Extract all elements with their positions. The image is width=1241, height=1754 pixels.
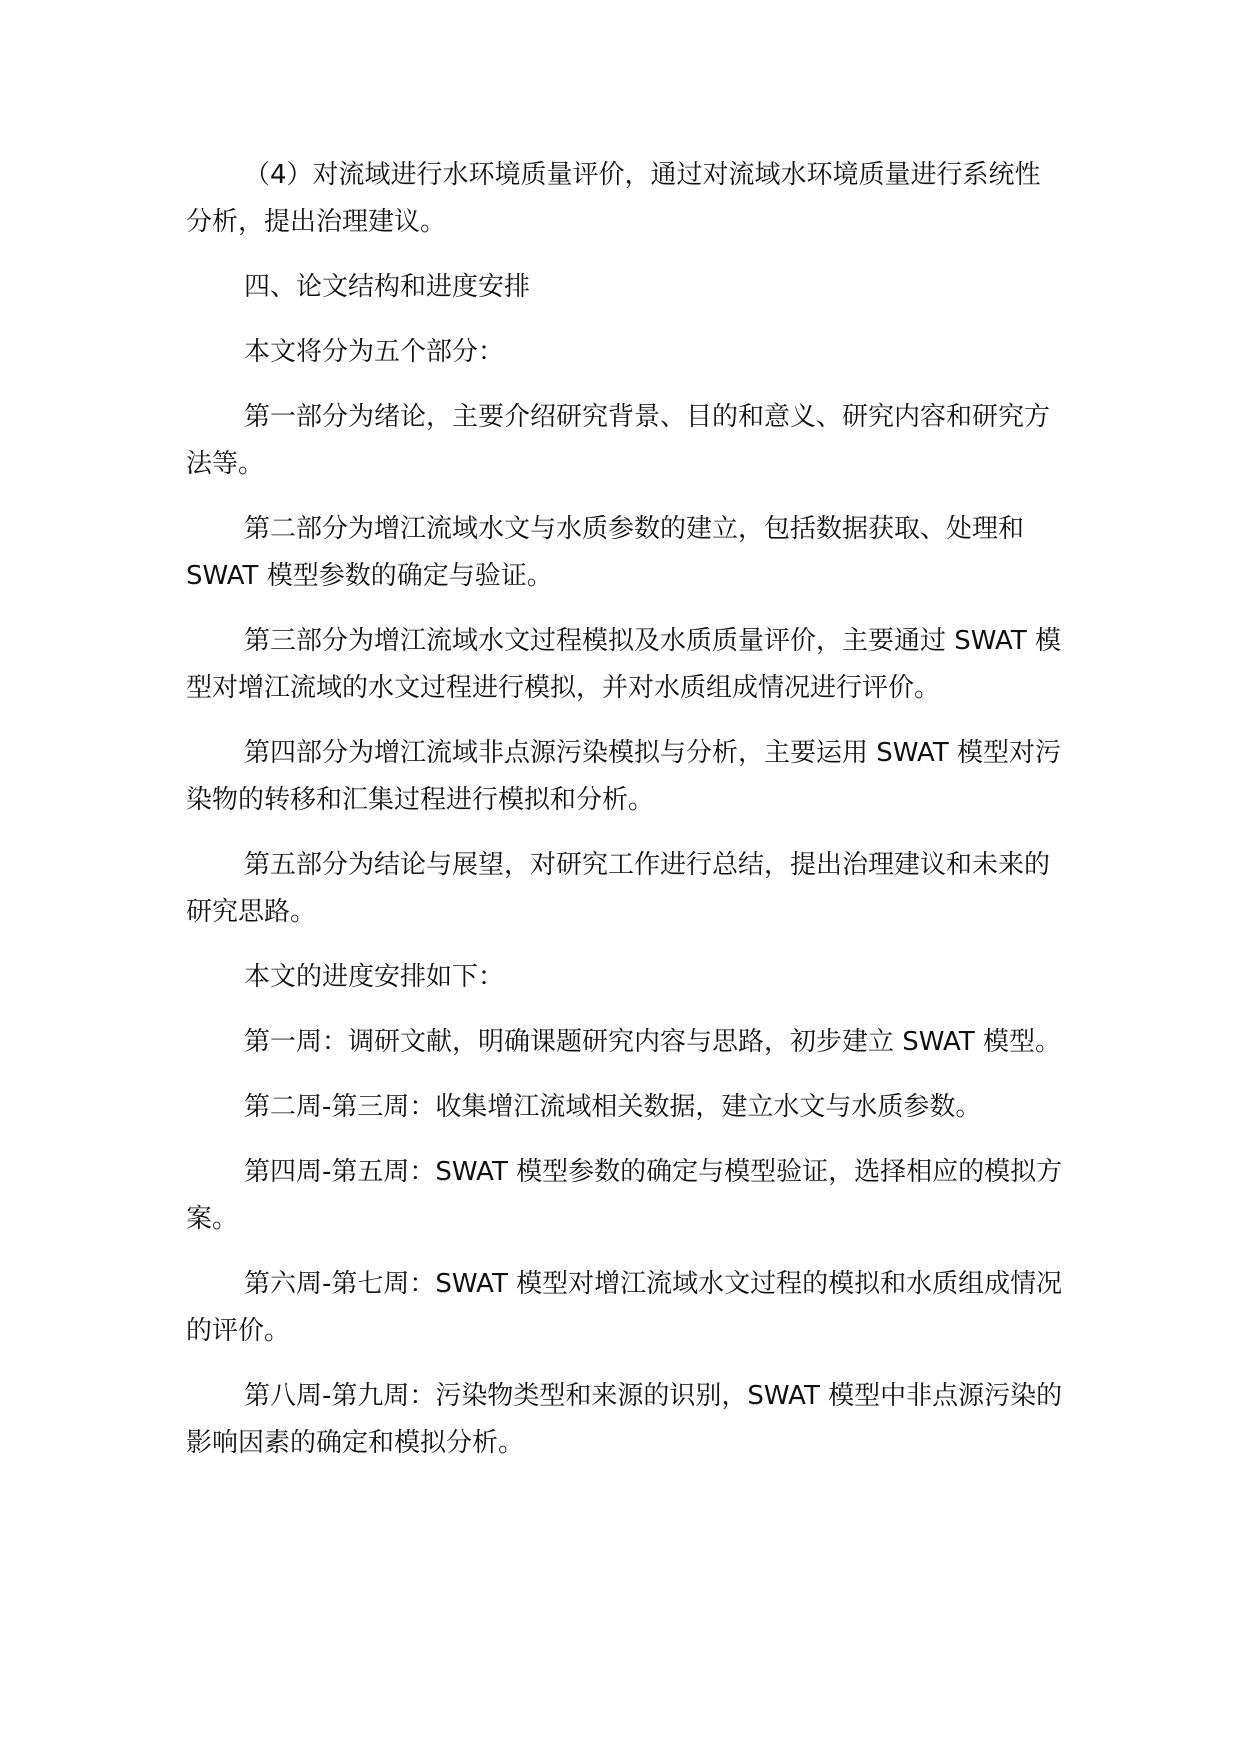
paragraph-part-3: 第三部分为增江流域水文过程模拟及水质质量评价，主要通过 SWAT 模型对增江流域的水文过程进行模拟，并对水质组成情况进行评价。 <box>186 626 1061 703</box>
paragraph-part-1: 第一部分为绪论，主要介绍研究背景、目的和意义、研究内容和研究方法等。 <box>186 402 1051 479</box>
paragraph-structure-intro: 本文将分为五个部分： <box>244 337 505 367</box>
schedule-week-8-9: 第八周-第九周：污染物类型和来源的识别，SWAT 模型中非点源污染的影响因素的确定和模拟分析。 <box>186 1381 1063 1458</box>
schedule-week-6-7: 第六周-第七周：SWAT 模型对增江流域水文过程的模拟和水质组成情况的评价。 <box>186 1269 1063 1346</box>
schedule-week-2-3: 第二周-第三周：收集增江流域相关数据，建立水文与水质参数。 <box>244 1092 982 1122</box>
paragraph-schedule-intro: 本文的进度安排如下： <box>244 962 505 992</box>
paragraph-part-2: 第二部分为增江流域水文与水质参数的建立，包括数据获取、处理和 SWAT 模型参数的确定与验证。 <box>186 514 1025 591</box>
schedule-week-4-5: 第四周-第五周：SWAT 模型参数的确定与模型验证，选择相应的模拟方案。 <box>186 1157 1063 1234</box>
paragraph-part-5: 第五部分为结论与展望，对研究工作进行总结，提出治理建议和未来的研究思路。 <box>186 850 1051 927</box>
paragraph-part-4: 第四部分为增江流域非点源污染模拟与分析，主要运用 SWAT 模型对污染物的转移和汇集过程进行模拟和分析。 <box>186 738 1061 815</box>
schedule-week-1: 第一周：调研文献，明确课题研究内容与思路，初步建立 SWAT 模型。 <box>244 1027 1061 1057</box>
section-heading: 四、论文结构和进度安排 <box>244 272 531 302</box>
paragraph-evaluation-item: （4）对流域进行水环境质量评价，通过对流域水环境质量进行系统性分析，提出治理建议。 <box>186 160 1041 237</box>
document-body <box>186 152 1066 1485</box>
